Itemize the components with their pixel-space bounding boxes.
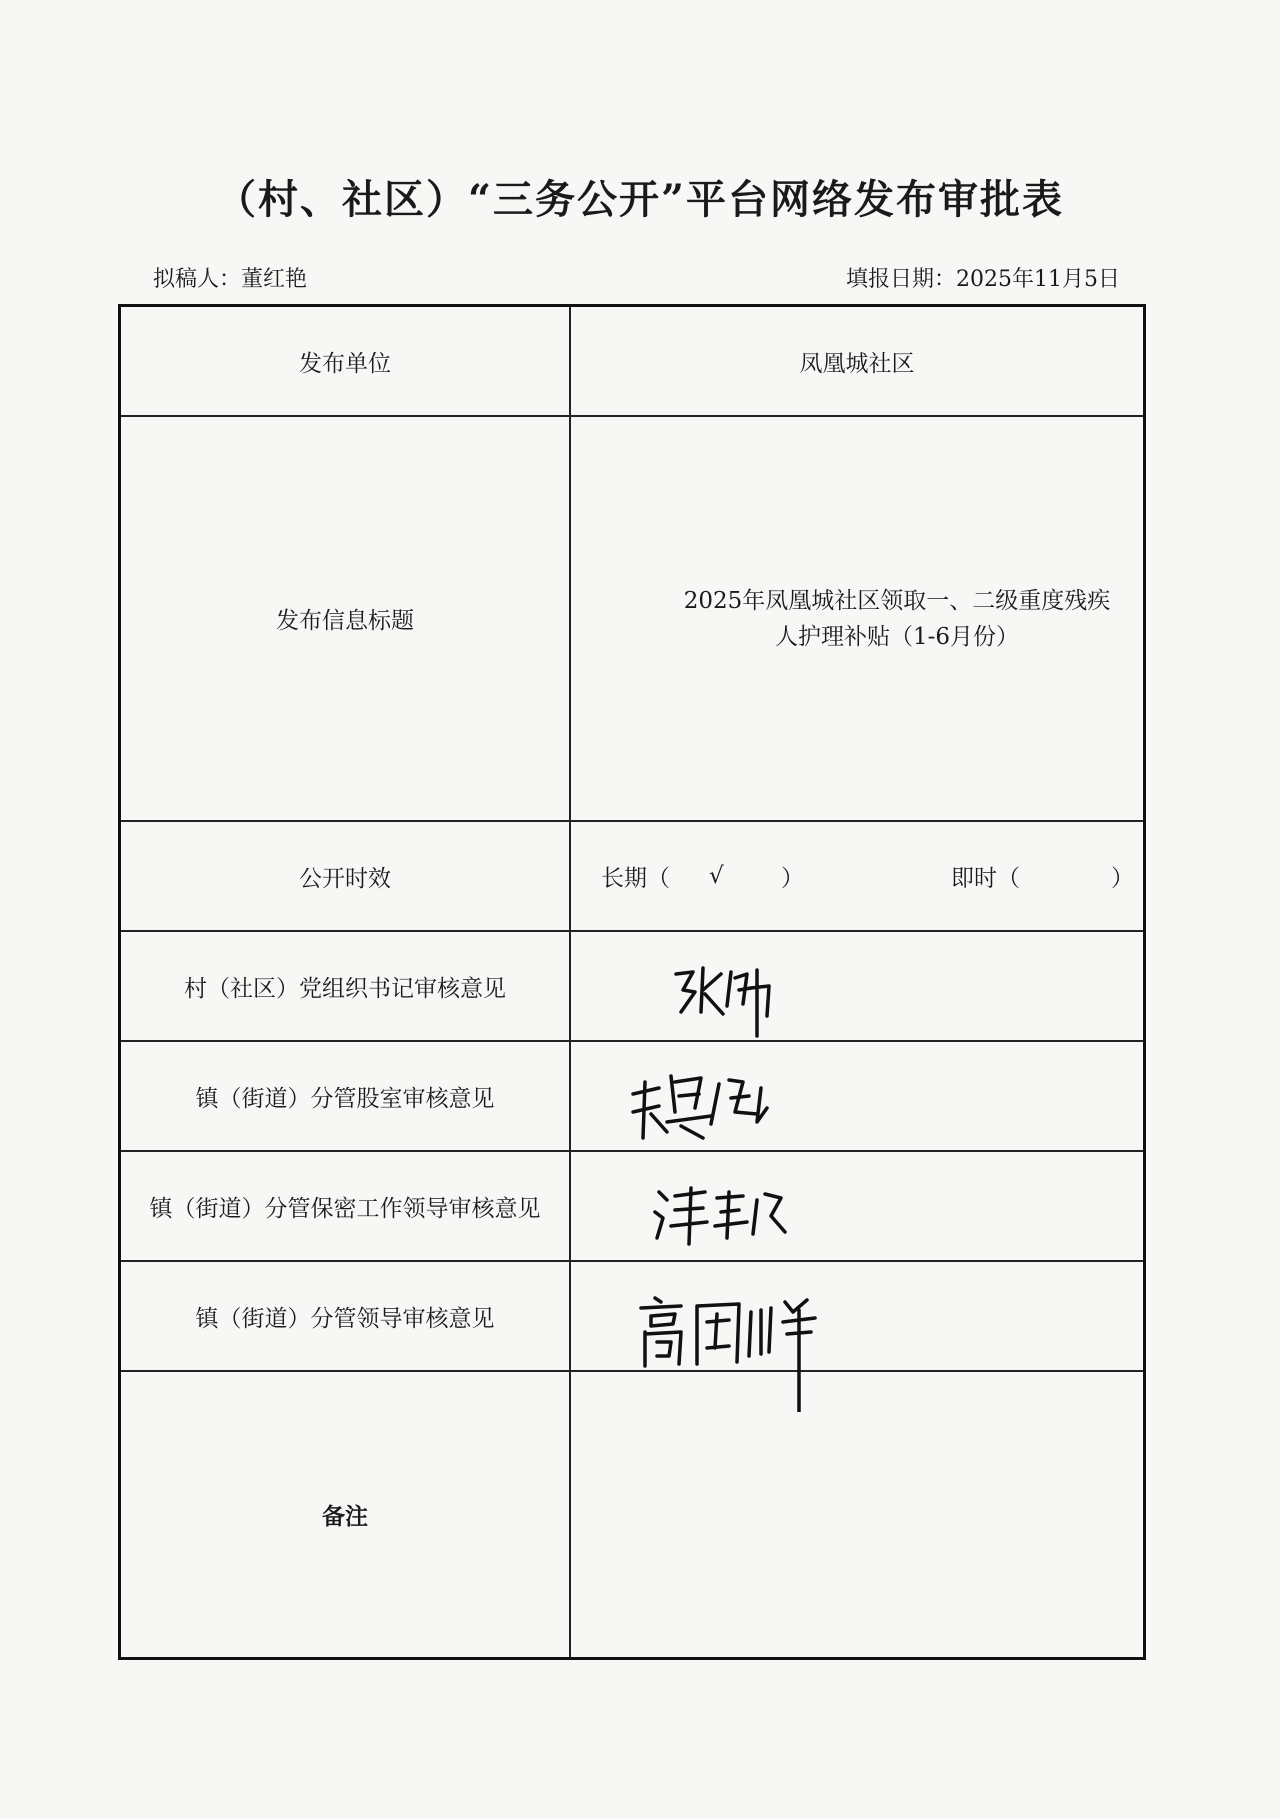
publisher-label: 发布单位 xyxy=(121,307,571,415)
headline-label: 发布信息标题 xyxy=(121,417,571,820)
supervising-leader-label: 镇（街道）分管领导审核意见 xyxy=(121,1262,571,1370)
approval-table xyxy=(118,304,1146,1660)
long-term-checkmark: √ xyxy=(709,863,724,889)
supervising-leader-signature xyxy=(571,1262,1143,1370)
long-term-close: ） xyxy=(781,865,804,892)
drafter-name: 董红艳 xyxy=(241,267,308,292)
section-office-label: 镇（街道）分管股室审核意见 xyxy=(121,1042,571,1150)
immediate-close: ） xyxy=(1111,865,1134,892)
confidentiality-leader-signature xyxy=(571,1152,1143,1260)
party-secretary-label: 村（社区）党组织书记审核意见 xyxy=(121,932,571,1040)
row-timing xyxy=(121,822,1143,932)
drafter-label: 拟稿人： xyxy=(153,267,242,292)
remarks-value xyxy=(571,1372,1143,1657)
timing-label: 公开时效 xyxy=(121,822,571,930)
headline-line2: 人护理补贴（1-6月份） xyxy=(774,623,1020,650)
section-office-signature xyxy=(571,1042,1143,1150)
row-supervising-leader xyxy=(121,1262,1143,1372)
fill-date-label: 填报日期： xyxy=(846,267,957,292)
headline-value xyxy=(571,417,1143,820)
row-publisher xyxy=(121,307,1143,417)
long-term-label: 长期（ xyxy=(601,865,670,892)
fill-date-value: 2025年11月5日 xyxy=(956,267,1120,292)
row-party-secretary xyxy=(121,932,1143,1042)
row-headline xyxy=(121,417,1143,822)
row-remarks xyxy=(121,1372,1143,1657)
immediate-label: 即时（ xyxy=(951,865,1020,892)
signature-image xyxy=(571,1152,871,1262)
remarks-label: 备注 xyxy=(121,1372,571,1657)
timing-options xyxy=(571,822,1143,930)
signature-image xyxy=(571,1042,871,1152)
form-title: （村、社区）“三务公开”平台网络发布审批表 xyxy=(215,176,1064,223)
party-secretary-signature xyxy=(571,932,1143,1040)
row-section-office xyxy=(121,1042,1143,1152)
headline-line1: 2025年凤凰城社区领取一、二级重度残疾 xyxy=(683,587,1111,614)
row-confidentiality-leader xyxy=(121,1152,1143,1262)
publisher-value: 凤凰城社区 xyxy=(799,350,915,377)
confidentiality-leader-label: 镇（街道）分管保密工作领导审核意见 xyxy=(121,1152,571,1260)
signature-image xyxy=(571,932,871,1042)
fill-date-line xyxy=(846,262,1120,293)
drafter-line xyxy=(153,262,307,293)
